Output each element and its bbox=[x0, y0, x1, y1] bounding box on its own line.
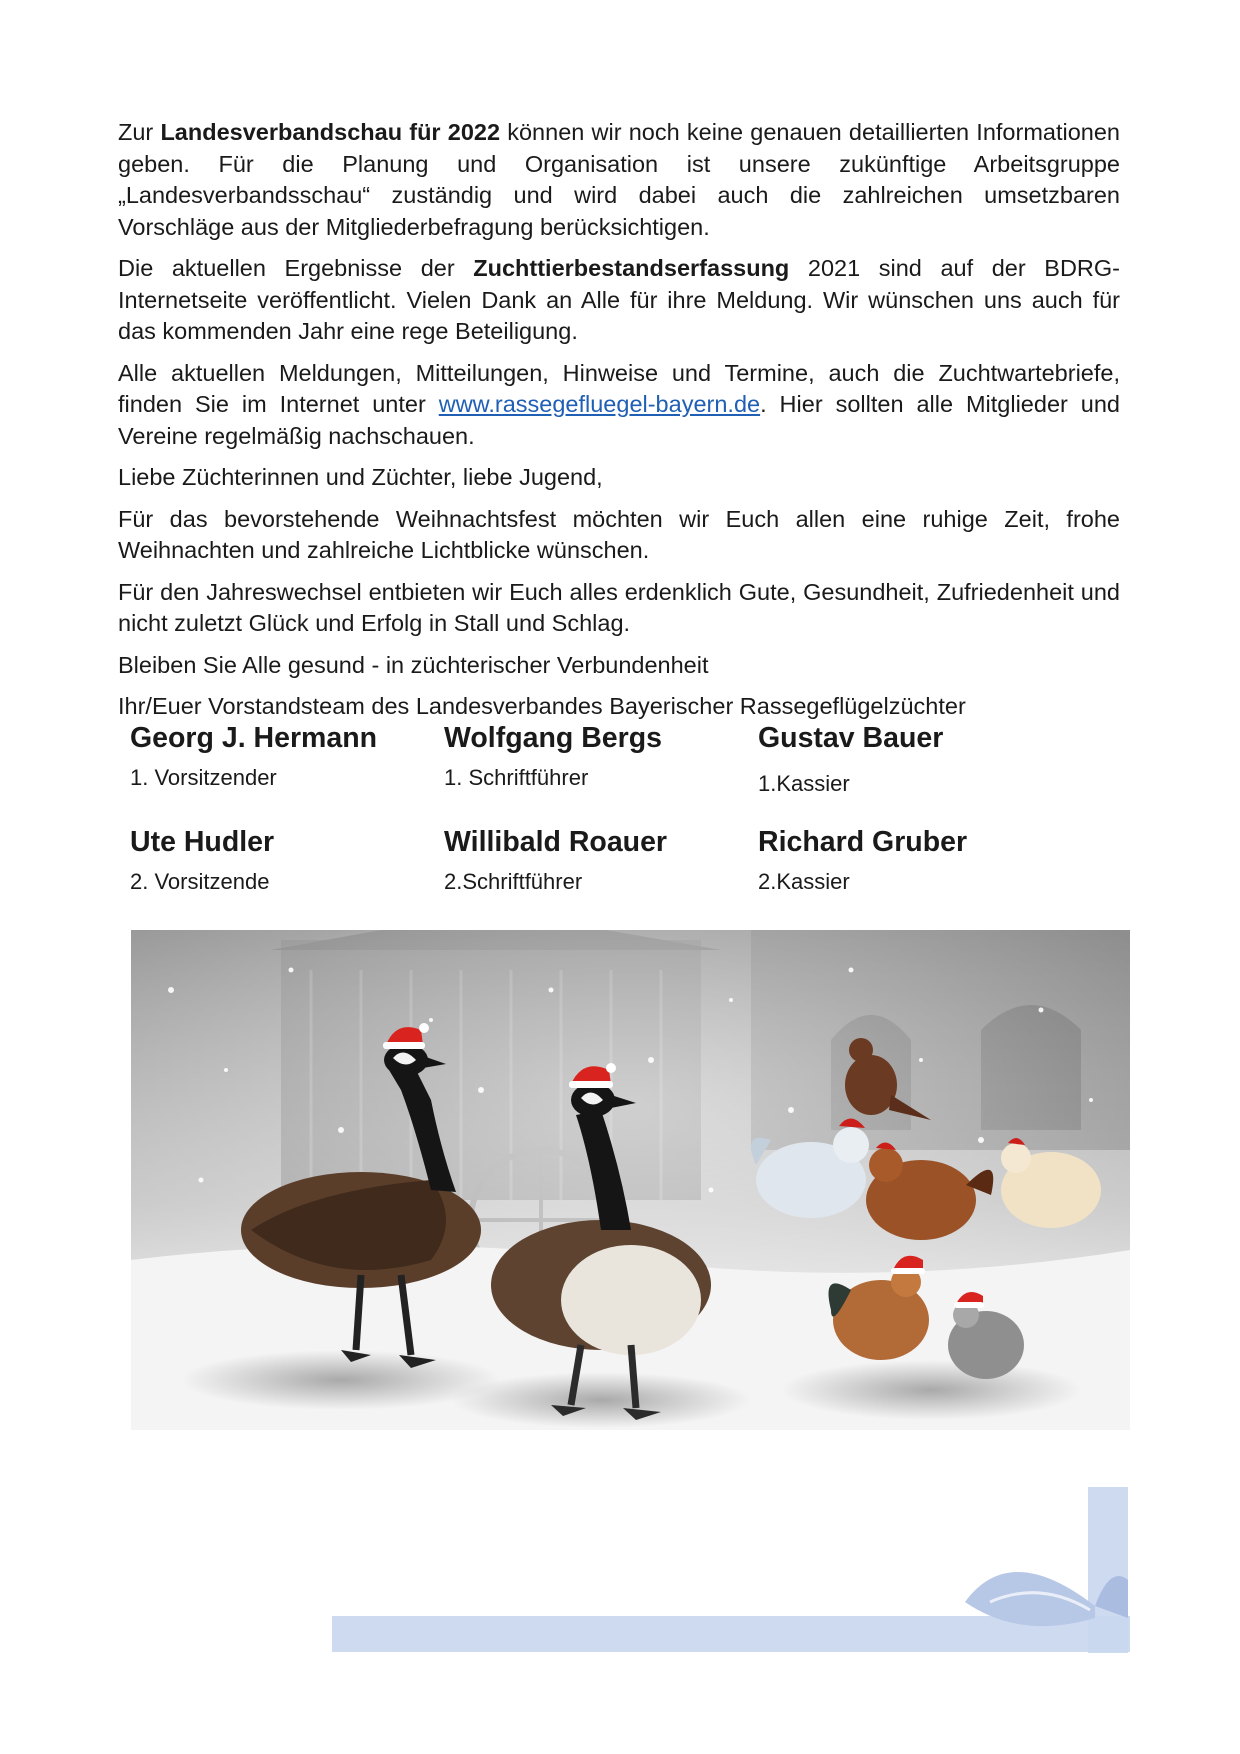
board-member bbox=[130, 824, 444, 896]
member-role: 2.Schriftführer bbox=[444, 869, 583, 894]
member-name: Gustav Bauer bbox=[758, 722, 944, 754]
paragraph-zuchttierbestand bbox=[118, 253, 1120, 348]
paragraph-christmas: Für das bevorstehende Weihnachtsfest möchten wir Euch allen eine ruhige Zeit, frohe Weihnachten und zahlreiche Lichtblicke wünschen. bbox=[118, 505, 1120, 563]
letter-body bbox=[118, 117, 1120, 733]
board-member bbox=[758, 720, 1072, 798]
board-member bbox=[758, 824, 1072, 896]
member-role: 1.Kassier bbox=[758, 771, 850, 796]
paragraph-greeting: Liebe Züchterinnen und Züchter, liebe Jugend, bbox=[118, 464, 603, 490]
paragraph-stay-healthy: Bleiben Sie Alle gesund - in züchterischer Verbundenheit bbox=[118, 651, 709, 678]
member-name: Wolfgang Bergs bbox=[444, 722, 662, 754]
board-members bbox=[130, 720, 1090, 896]
board-member bbox=[130, 720, 444, 798]
member-name: Ute Hudler bbox=[130, 826, 275, 858]
text: Zur bbox=[118, 119, 161, 145]
paragraph-signature: Ihr/Euer Vorstandsteam des Landesverbandes Bayerischer Rassegeflügelzüchter bbox=[118, 693, 966, 719]
paragraph-new-year: Für den Jahreswechsel entbieten wir Euch alles erdenklich Gute, Gesundheit, Zufriedenheit und nicht zuletzt Glück und Erfolg in Stall und Schlag. bbox=[118, 578, 1120, 636]
member-role: 1. Vorsitzender bbox=[130, 765, 277, 790]
member-role: 1. Schriftführer bbox=[444, 765, 589, 790]
paragraph-landesverbandschau bbox=[118, 117, 1120, 243]
website-link[interactable]: www.rassegefluegel-bayern.de bbox=[438, 391, 761, 417]
board-member bbox=[444, 824, 758, 896]
winter-poultry-illustration bbox=[131, 930, 1130, 1430]
bold-text: Landesverbandschau für 2022 bbox=[160, 119, 501, 145]
member-name: Richard Gruber bbox=[758, 826, 968, 858]
bold-text: Zuchttierbestandserfassung bbox=[473, 255, 790, 281]
text: . Hier sollten alle Mitglieder und Vereine regelmäßig nachschauen. bbox=[118, 391, 1120, 449]
member-role: 2.Kassier bbox=[758, 869, 850, 894]
text: 2021 sind auf der BDRG-Internetseite veröffentlicht. Vielen Dank an Alle für ihre Meldung. Wir wünschen uns auch für das kommenden Jahr eine rege Beteiligung. bbox=[118, 255, 1121, 344]
paragraph-meldungen bbox=[118, 358, 1120, 453]
board-member bbox=[444, 720, 758, 798]
member-name: Willibald Roauer bbox=[444, 826, 668, 858]
member-role: 2. Vorsitzende bbox=[130, 869, 270, 894]
text: können wir noch keine genauen detaillierten Informationen geben. Für die Planung und Organisation ist unsere zukünftige Arbeitsgruppe „Landesverbandsschau“ zuständig und wird dabei auch die zahlreichen umsetzbaren Vorschläge aus der Mitgliederbefragung berücksichtigen. bbox=[118, 119, 1120, 240]
text: Alle aktuellen Meldungen, Mitteilungen, Hinweise und Termine, auch die Zuchtwartebriefe, finden Sie im Internet unter bbox=[118, 359, 1120, 417]
text: Die aktuellen Ergebnisse der bbox=[118, 255, 474, 281]
member-name: Georg J. Hermann bbox=[130, 722, 378, 754]
